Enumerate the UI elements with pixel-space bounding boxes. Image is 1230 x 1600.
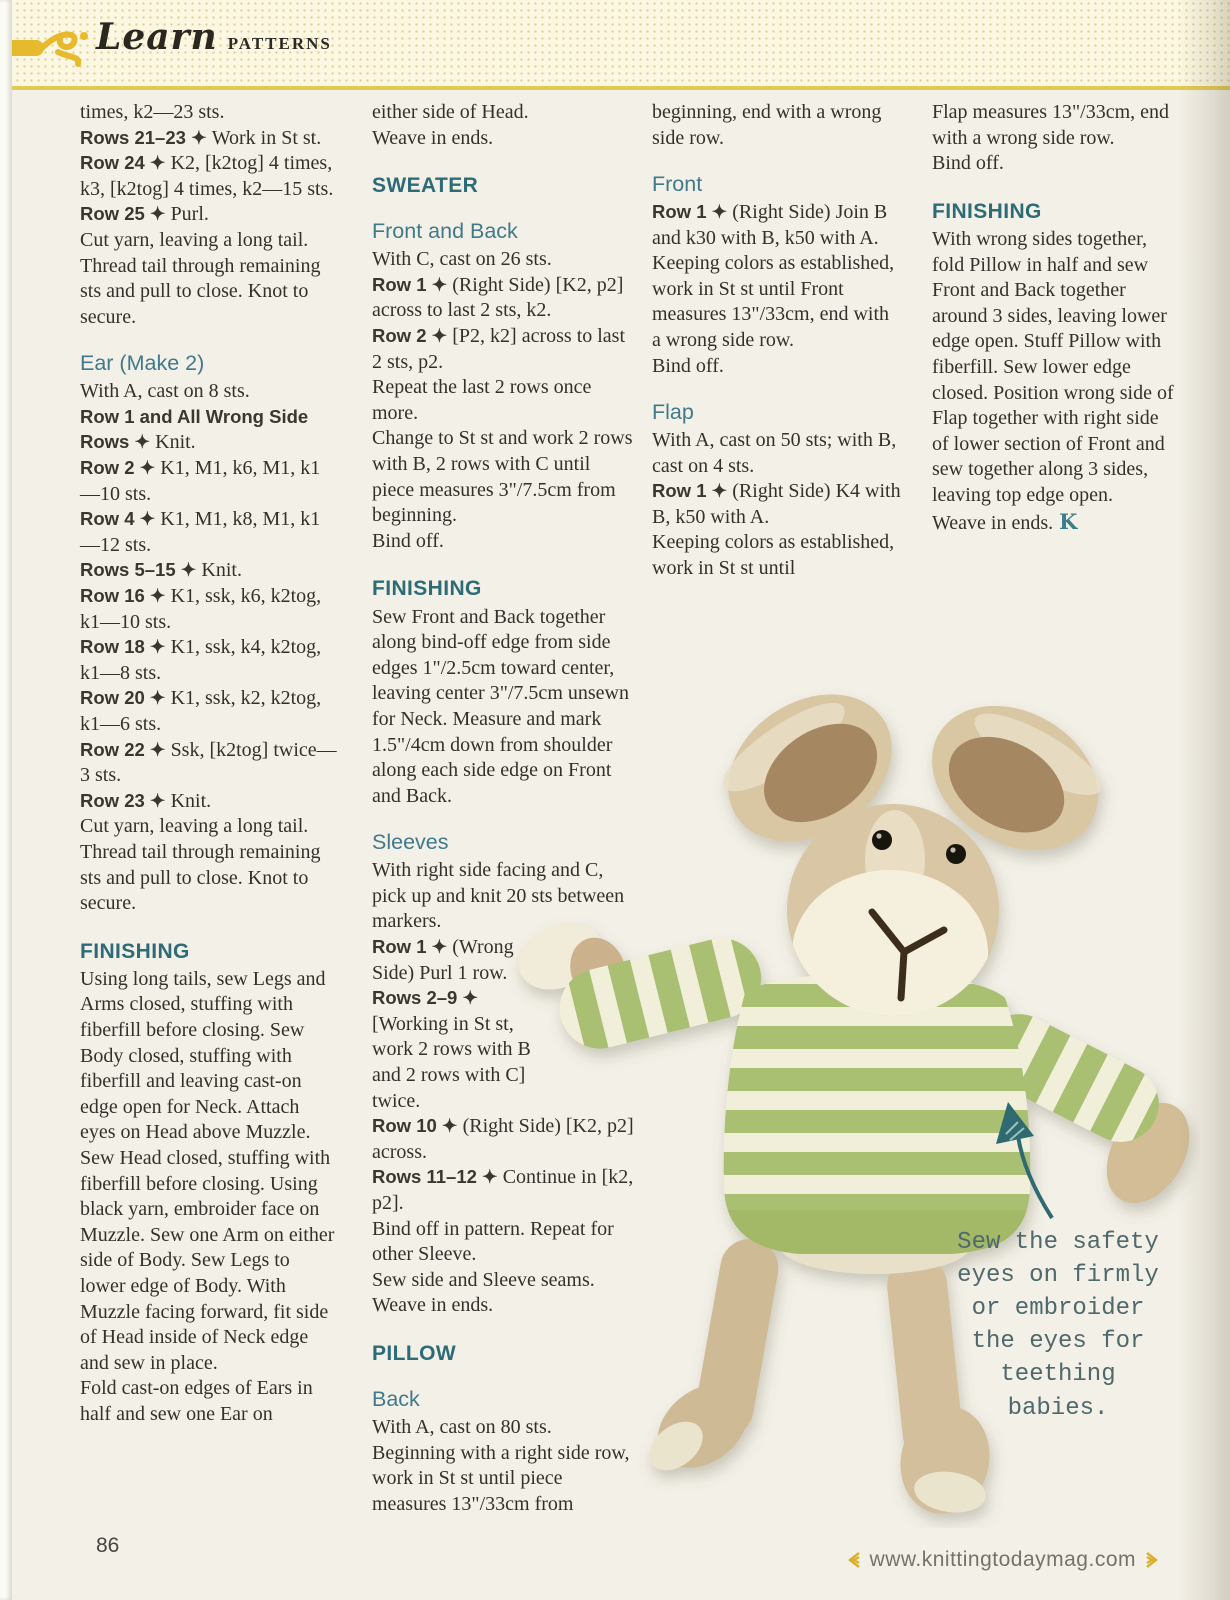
- pattern-row: Row 4 ✦ K1, M1, k8, M1, k1—12 sts.: [80, 508, 321, 556]
- pattern-paragraph: With wrong sides together, fold Pillow in half and sew Front and Back together around 3 sides, leaving lower edge open. Stuff Pillow with fiberfill. Sew lower edge closed. Position wrong side of Flap together with right side of lower section of Front and sew together along 3 sides, leaving top edge open.: [932, 227, 1174, 506]
- pattern-paragraph: Bind off in pattern. Repeat for other Sleeve.: [372, 1217, 614, 1266]
- sub-heading: Ear (Make 2): [80, 351, 205, 376]
- row-label: Row 18 ✦: [80, 636, 171, 658]
- pattern-paragraph: either side of Head.: [372, 101, 529, 123]
- row-label: Row 25 ✦: [80, 203, 171, 225]
- sub-heading: Front: [652, 172, 703, 197]
- bunny-left-leg: [640, 1234, 783, 1485]
- pattern-row: Rows 11–12 ✦ Continue in [k2, p2].: [372, 1166, 634, 1214]
- row-label: Rows 5–15 ✦: [80, 559, 202, 581]
- end-of-pattern-mark: K: [1059, 508, 1078, 534]
- row-label: Row 22 ✦: [80, 738, 171, 760]
- pattern-row: Row 2 ✦ K1, M1, k6, M1, k1—10 sts.: [80, 457, 321, 505]
- website-url: www.knittingtodaymag.com: [869, 1548, 1136, 1571]
- pattern-paragraph: Using long tails, sew Legs and Arms closed, stuffing with fiberfill before closing. Sew Body closed, stuffing with fiberfill and leaving cast-on edge open for Neck. Attach eyes on Head above Muzzle. Sew Head closed, stuffing with fiberfill before closing. Using black yarn, embroider face on Muzzle. Sew one Arm on either side of Body. Sew Legs to lower edge of Body. With Muzzle facing forward, fit side of Head inside of Neck edge and sew in place.: [80, 967, 335, 1374]
- pattern-paragraph: times, k2—23 sts.: [80, 101, 225, 123]
- pattern-paragraph: Fold cast-on edges of Ears in half and sew one Ear on: [80, 1377, 313, 1425]
- pattern-row: Row 1 ✦ (Right Side) Join B and k30 with B, k50 with A.: [652, 201, 888, 249]
- header-ornament-icon: [0, 22, 92, 70]
- footer-ornament-left-icon: [846, 1551, 861, 1569]
- pattern-row: Rows 5–15 ✦ Knit.: [80, 559, 242, 582]
- row-label: Row 2 ✦: [80, 457, 161, 478]
- pattern-paragraph: With A, cast on 8 sts.: [80, 380, 250, 403]
- pattern-row: Rows 2–9 ✦ [Working in St st, work 2 rows with B and 2 rows with C] twice.: [372, 987, 531, 1112]
- row-label: Row 1 ✦: [372, 935, 453, 957]
- pattern-row: Row 20 ✦ K1, ssk, k2, k2tog, k1—6 sts.: [80, 687, 322, 735]
- callout-line: teething: [1000, 1361, 1116, 1389]
- column-4: [932, 100, 1180, 536]
- pattern-paragraph: Weave in ends.: [372, 1294, 494, 1317]
- row-label: Row 20 ✦: [80, 687, 171, 709]
- pattern-paragraph: With A, cast on 80 sts.: [372, 1415, 552, 1438]
- pattern-paragraph: Sew Front and Back together along bind-off edge from side edges 1"/2.5cm toward center, leaving center 3"/7.5cm unsewn for Neck. Measure and mark 1.5"/4cm down from shoulder along each side edge on Front and Back.: [372, 605, 629, 807]
- pattern-row: Row 1 ✦ (Right Side) K4 with B, k50 with A.: [652, 480, 901, 528]
- pattern-row: Row 25 ✦ Purl.: [80, 203, 209, 226]
- page-number: 86: [96, 1534, 120, 1557]
- pattern-row: Row 24 ✦ K2, [k2tog] 4 times, k3, [k2tog] 4 times, k2—15 sts.: [80, 152, 334, 200]
- bunny-right-eye: [946, 844, 966, 864]
- section-heading: FINISHING: [372, 577, 482, 601]
- section-heading: FINISHING: [80, 939, 190, 963]
- sub-heading: Flap: [652, 400, 694, 425]
- page-edge-left: [0, 0, 12, 1600]
- row-label: Row 1 and All Wrong Side Rows ✦: [80, 405, 309, 453]
- pattern-paragraph: Weave in ends.: [372, 126, 494, 149]
- callout-line: Sew the safety: [957, 1229, 1159, 1256]
- pattern-row: Rows 21–23 ✦ Work in St st.: [80, 126, 322, 149]
- row-label: Row 1 ✦: [652, 480, 733, 502]
- bunny-left-arm: [508, 910, 770, 1057]
- pattern-paragraph: Keeping colors as established, work in St st until: [652, 531, 895, 580]
- pattern-paragraph: Flap measures 13"/33cm, end with a wrong side row.: [932, 101, 1170, 149]
- row-label: Row 10 ✦: [372, 1115, 463, 1137]
- pattern-row: Row 1 ✦ (Right Side) [K2, p2] across to last 2 sts, k2.: [372, 273, 624, 322]
- row-label: Row 1 ✦: [652, 201, 733, 223]
- row-label: Row 23 ✦: [80, 789, 171, 811]
- row-label: Row 1 ✦: [372, 273, 453, 295]
- sub-heading: Front and Back: [372, 219, 518, 244]
- callout-line: or embroider: [971, 1295, 1145, 1323]
- pattern-paragraph: Keeping colors as established, work in St st until Front measures 13"/33cm, end with a wrong side row.: [652, 252, 895, 352]
- pattern-row: Row 18 ✦ K1, ssk, k4, k2tog, k1—8 sts.: [80, 636, 322, 684]
- callout-note: [936, 1226, 1180, 1425]
- pattern-row: Row 16 ✦ K1, ssk, k6, k2tog, k1—10 sts.: [80, 584, 322, 633]
- pattern-paragraph: With A, cast on 50 sts; with B, cast on 4 sts.: [652, 429, 897, 477]
- pattern-paragraph: Change to St st and work 2 rows with B, 2 rows with C until piece measures 3"/7.5cm from beginning.: [372, 427, 633, 527]
- pattern-row: Row 1 and All Wrong Side Rows ✦ Knit.: [80, 405, 309, 454]
- section-heading: FINISHING: [932, 199, 1042, 223]
- callout-arrow-icon: [978, 1092, 1070, 1224]
- section-heading: SWEATER: [372, 174, 479, 198]
- pattern-row: Row 2 ✦ [P2, k2] across to last 2 sts, p2.: [372, 325, 626, 373]
- header-band: [0, 0, 1230, 90]
- pattern-paragraph: Bind off.: [372, 529, 444, 552]
- pattern-paragraph: With C, cast on 26 sts.: [372, 248, 552, 271]
- row-label: Row 24 ✦: [80, 152, 171, 174]
- page-title: [96, 16, 332, 58]
- callout-line: the eyes for: [971, 1328, 1145, 1356]
- row-label: Row 16 ✦: [80, 584, 171, 606]
- section-heading: PILLOW: [372, 1341, 457, 1365]
- pattern-paragraph: beginning, end with a wrong side row.: [652, 101, 882, 149]
- row-label: Row 4 ✦: [80, 508, 161, 530]
- pattern-row: Row 1 ✦ (Wrong Side) Purl 1 row.: [372, 935, 514, 984]
- pattern-row: Row 10 ✦ (Right Side) [K2, p2] across.: [372, 1115, 634, 1163]
- pattern-row: Row 22 ✦ Ssk, [k2tog] twice—3 sts.: [80, 738, 337, 787]
- footer-ornament-right-icon: [1145, 1551, 1160, 1569]
- column-3: [652, 100, 902, 582]
- row-label: Rows 2–9 ✦: [372, 987, 478, 1009]
- pattern-paragraph: Cut yarn, leaving a long tail. Thread tail through remaining sts and pull to close. Knot to secure.: [80, 228, 321, 328]
- bunny-left-eye: [872, 830, 892, 850]
- callout-line: eyes on firmly: [957, 1262, 1159, 1290]
- row-label: Rows 11–12 ✦: [372, 1166, 503, 1188]
- sub-heading: Back: [372, 1387, 420, 1412]
- pattern-paragraph: Cut yarn, leaving a long tail. Thread tail through remaining sts and pull to close. Knot to secure.: [80, 815, 321, 915]
- pattern-paragraph: Repeat the last 2 rows once more.: [372, 376, 592, 424]
- callout-line: babies.: [1007, 1394, 1109, 1422]
- pattern-paragraph: Bind off.: [932, 152, 1004, 175]
- website-footer: [846, 1548, 1160, 1572]
- row-label: Row 2 ✦: [372, 325, 453, 347]
- pattern-paragraph: With right side facing and C, pick up and knit 20 sts between markers.: [372, 859, 625, 933]
- pattern-paragraph: Sew side and Sleeve seams.: [372, 1268, 595, 1291]
- row-label: Rows 21–23 ✦: [80, 126, 212, 148]
- title-caps: PATTERNS: [227, 34, 332, 53]
- pattern-paragraph: Weave in ends. K: [932, 508, 1078, 534]
- pattern-row: Row 23 ✦ Knit.: [80, 789, 212, 812]
- sub-heading: Sleeves: [372, 830, 449, 855]
- column-1: [80, 100, 338, 1428]
- title-script: Learn: [96, 16, 218, 58]
- pattern-paragraph: Beginning with a right side row, work in St st until piece measures 13"/33cm from: [372, 1441, 630, 1515]
- pattern-paragraph: Bind off.: [652, 354, 724, 377]
